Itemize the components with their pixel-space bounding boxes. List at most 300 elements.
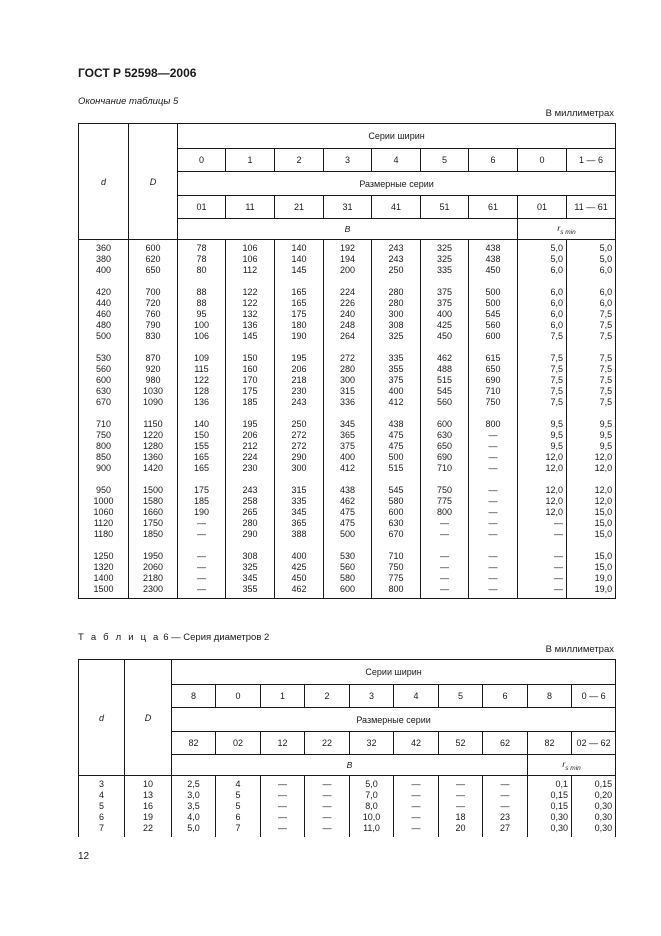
table-row [79,375,616,386]
table-cell: 4 [79,790,125,801]
table-cell: 650 [469,364,518,375]
table-cell: 224 [324,287,372,298]
table-cell: 226 [324,298,372,309]
table-cell: 690 [469,375,518,386]
table-cell: 4 [216,776,261,791]
table-cell: 450 [275,573,324,584]
table-cell: 6,0 [518,287,567,298]
table-cell: 280 [324,364,372,375]
table5-size-series-cell: 31 [324,196,372,219]
table-cell: — [469,562,518,573]
table-cell: 400 [275,551,324,562]
table-cell: — [178,584,226,599]
table-cell: — [261,823,305,837]
table-cell: 9,5 [567,430,616,441]
table6-size-series-cell: 02 — 62 [572,732,616,755]
table-cell: 9,5 [518,441,567,452]
table-cell: 9,5 [518,430,567,441]
table6-width-series-cell: 1 [261,685,305,708]
table-cell: 243 [372,240,421,255]
table-cell: 1250 [79,551,129,562]
spacer-row [79,540,616,551]
table-cell: 265 [226,507,275,518]
table-cell: 950 [79,485,129,496]
table-cell: — [261,801,305,812]
table-cell: 1090 [129,397,178,408]
table-cell: 5,0 [518,240,567,255]
table-cell: 206 [226,430,275,441]
table-row [79,287,616,298]
table5-col-d: d [79,124,129,240]
table-row [79,551,616,562]
table-cell: 212 [226,441,275,452]
table-cell: 200 [324,265,372,276]
table-cell: 88 [178,298,226,309]
table6-size-series-cell: 32 [350,732,394,755]
table-cell: 1850 [129,529,178,540]
table-cell: 600 [469,331,518,342]
table-cell: 10 [125,776,172,791]
table5-width-series-cell: 3 [324,149,372,172]
table-cell: 315 [275,485,324,496]
table-cell: — [518,551,567,562]
table-cell: 450 [421,331,469,342]
table5-width-series-cell: 6 [469,149,518,172]
table6-width-series-cell: 4 [394,685,439,708]
table6-width-series-cell: 0 — 6 [572,685,616,708]
table-cell: 10,0 [350,812,394,823]
table5-size-series-cell: 41 [372,196,421,219]
table-cell: 800 [79,441,129,452]
table-cell: 800 [421,507,469,518]
table-cell: 560 [324,562,372,573]
table-cell: 0,15 [528,801,572,812]
table-cell: 15,0 [567,562,616,573]
table6-col-D: D [125,660,172,776]
table-cell: 109 [178,353,226,364]
table6-group-width: Серии ширин [172,660,616,685]
table-cell: 425 [421,320,469,331]
table-cell: 462 [324,496,372,507]
table5-group-size: Размерные серии [178,172,616,196]
table5-width-series-cell: 5 [421,149,469,172]
table-row [79,331,616,342]
table-cell: 600 [79,375,129,386]
table5-size-series-cell: 61 [469,196,518,219]
table-cell: 375 [324,441,372,452]
table-cell: 500 [79,331,129,342]
table-row [79,240,616,255]
table-cell: 365 [275,518,324,529]
table6-size-series-cell: 82 [172,732,216,755]
table-cell: 1030 [129,386,178,397]
table-cell: 615 [469,353,518,364]
table-cell: 0,30 [572,801,616,812]
table-cell: 7,5 [518,386,567,397]
table-cell: 185 [226,397,275,408]
table6-width-series-cell: 0 [216,685,261,708]
table-cell: 480 [79,320,129,331]
table-cell: — [261,790,305,801]
table-cell: — [394,823,439,837]
table-cell: — [421,584,469,599]
table-cell: 0,1 [528,776,572,791]
table-cell: 195 [275,353,324,364]
table-cell: 106 [226,254,275,265]
table-cell: 1500 [79,584,129,599]
table-cell: 136 [226,320,275,331]
table-row [79,298,616,309]
table-cell: 375 [421,298,469,309]
table-cell: 750 [421,485,469,496]
table-cell: 22 [125,823,172,837]
table5-caption: Окончание таблицы 5 [78,96,179,107]
table6-width-series-cell: 2 [305,685,350,708]
table-cell: 560 [469,320,518,331]
table-cell: 7,5 [518,375,567,386]
table-row [79,485,616,496]
table-cell: 775 [421,496,469,507]
spacer-row [79,408,616,419]
table5-size-series-cell: 01 [178,196,226,219]
table5-size-series-cell: 51 [421,196,469,219]
table-cell: 264 [324,331,372,342]
table-cell: — [439,776,483,791]
table-cell: 315 [324,386,372,397]
table-cell: 5 [79,801,125,812]
table6-caption: Т а б л и ц а 6 — Серия диаметров 2 [78,632,270,643]
table-cell: — [305,776,350,791]
table-cell: 560 [421,397,469,408]
table-cell: 18 [439,812,483,823]
table-cell: 100 [178,320,226,331]
table-cell: — [421,551,469,562]
table-cell: — [394,790,439,801]
table-cell: 462 [275,584,324,599]
table-cell: 545 [372,485,421,496]
table-cell: 122 [226,287,275,298]
table-cell: — [518,529,567,540]
table-cell: 1280 [129,441,178,452]
table5-size-series-cell: 21 [275,196,324,219]
table5-label-B: B [178,219,518,240]
table6 [78,659,616,837]
table-cell: 412 [324,463,372,474]
table-cell: 5,0 [567,240,616,255]
table-cell: 155 [178,441,226,452]
table-row [79,518,616,529]
table-cell: 365 [324,430,372,441]
table-cell: 425 [275,562,324,573]
table-cell: 335 [421,265,469,276]
table5-size-series-cell: 11 [226,196,275,219]
table-cell: 400 [372,386,421,397]
table-cell: — [518,584,567,599]
table-cell: 980 [129,375,178,386]
table-cell: 580 [372,496,421,507]
table-cell: 140 [275,254,324,265]
table-cell: 412 [372,397,421,408]
table-cell: 165 [275,287,324,298]
table-cell: 9,5 [567,419,616,430]
table-cell: 7,5 [567,397,616,408]
table-cell: 630 [79,386,129,397]
table-row [79,254,616,265]
table-cell: 78 [178,254,226,265]
table-cell: 12,0 [518,452,567,463]
table-cell: — [261,812,305,823]
table-cell: 460 [79,309,129,320]
table-cell: 190 [275,331,324,342]
table-cell: — [469,441,518,452]
table-cell: 400 [324,452,372,463]
table-cell: 545 [469,309,518,320]
table6-size-series-cell: 82 [528,732,572,755]
table-cell: 420 [79,287,129,298]
table-row [79,463,616,474]
table-cell: 380 [79,254,129,265]
table5-width-series-cell: 1 — 6 [567,149,616,172]
table6-width-series-cell: 8 [172,685,216,708]
table-cell: 6,0 [567,298,616,309]
spacer-row [79,276,616,287]
table-cell: 1060 [79,507,129,518]
table-cell: 5,0 [172,823,216,837]
table5 [78,123,616,599]
table-cell: 1220 [129,430,178,441]
table-cell: 1500 [129,485,178,496]
table-cell: 192 [324,240,372,255]
table6-size-series-cell: 12 [261,732,305,755]
table-cell: 790 [129,320,178,331]
table-row [79,364,616,375]
table-cell: 7,5 [567,386,616,397]
table-cell: 250 [372,265,421,276]
table-cell: 488 [421,364,469,375]
table-cell: 15,0 [567,551,616,562]
table-cell: 19,0 [567,573,616,584]
table-cell: 355 [226,584,275,599]
table-cell: — [469,573,518,584]
table5-width-series-cell: 4 [372,149,421,172]
table-cell: 194 [324,254,372,265]
table-cell: — [305,790,350,801]
table-cell: 1000 [79,496,129,507]
table-cell: 710 [372,551,421,562]
table-cell: 140 [178,419,226,430]
table-cell: 1420 [129,463,178,474]
table5-group-width: Серии ширин [178,124,616,149]
spacer-row [79,342,616,353]
table-cell: 106 [178,331,226,342]
table-cell: 290 [275,452,324,463]
table-cell: — [421,518,469,529]
table-cell: 1950 [129,551,178,562]
table-cell: 630 [421,430,469,441]
table-cell: 280 [226,518,275,529]
table-row [79,419,616,430]
table-cell: 280 [372,287,421,298]
table-cell: 560 [79,364,129,375]
table-cell: 7,5 [567,364,616,375]
table-cell: — [439,790,483,801]
table-cell: 760 [129,309,178,320]
table-cell: 500 [372,452,421,463]
table-cell: 1320 [79,562,129,573]
table-cell: — [305,823,350,837]
table-cell: 16 [125,801,172,812]
table-cell: — [305,801,350,812]
table-cell: 5,0 [567,254,616,265]
table-cell: 360 [79,240,129,255]
table-cell: 180 [275,320,324,331]
table-cell: 6,0 [518,309,567,320]
table-cell: 1150 [129,419,178,430]
table-row [79,441,616,452]
table-cell: 185 [178,496,226,507]
table-cell: 7,5 [518,364,567,375]
table-cell: 830 [129,331,178,342]
table5-width-series-cell: 0 [178,149,226,172]
table-cell: 12,0 [518,485,567,496]
table-cell: 170 [226,375,275,386]
table-cell: 650 [129,265,178,276]
table-cell: 1360 [129,452,178,463]
table-cell: 580 [324,573,372,584]
table-cell: 7,5 [567,331,616,342]
table-cell: 475 [372,430,421,441]
table-cell: 13 [125,790,172,801]
table-cell: 710 [469,386,518,397]
table-cell: 438 [372,419,421,430]
table-cell: 230 [275,386,324,397]
table5-size-series-cell: 01 [518,196,567,219]
table-cell: 19 [125,812,172,823]
table-cell: 230 [226,463,275,474]
table-cell: 0,30 [572,823,616,837]
table-cell: — [469,529,518,540]
table-cell: 7,5 [567,375,616,386]
table-cell: 750 [372,562,421,573]
table-cell: 900 [79,463,129,474]
table-cell: 1750 [129,518,178,529]
table-cell: 2300 [129,584,178,599]
table-cell: 325 [226,562,275,573]
table-cell: — [469,518,518,529]
table-cell: 7 [79,823,125,837]
table-cell: 1580 [129,496,178,507]
table-cell: — [483,790,528,801]
table-cell: — [439,801,483,812]
table-cell: 4,0 [172,812,216,823]
table-row [79,265,616,276]
table-cell: — [518,573,567,584]
table-row [79,584,616,599]
table-cell: 112 [226,265,275,276]
table-cell: — [394,776,439,791]
table-cell: 140 [275,240,324,255]
table-cell: 670 [79,397,129,408]
table-cell: 308 [226,551,275,562]
table-cell: — [261,776,305,791]
document-header: ГОСТ Р 52598—2006 [78,66,197,80]
table-cell: 400 [421,309,469,320]
table-cell: 243 [226,485,275,496]
table-cell: 122 [178,375,226,386]
table-cell: 0,20 [572,790,616,801]
table-cell: 19,0 [567,584,616,599]
table-cell: 515 [421,375,469,386]
table-cell: 7,5 [518,353,567,364]
table-cell: 272 [275,430,324,441]
table-cell: 438 [324,485,372,496]
table-cell: 6,0 [567,265,616,276]
table6-width-series-cell: 3 [350,685,394,708]
table-cell: 375 [372,375,421,386]
table-cell: 11,0 [350,823,394,837]
table-cell: 710 [79,419,129,430]
table-cell: 290 [226,529,275,540]
table-cell: 5,0 [518,254,567,265]
table-cell: 218 [275,375,324,386]
table-cell: 850 [79,452,129,463]
table-cell: — [518,562,567,573]
table-row [79,430,616,441]
table-cell: 20 [439,823,483,837]
table-cell: 6 [79,812,125,823]
table-cell: 345 [324,419,372,430]
table-cell: 12,0 [567,485,616,496]
table-cell: — [421,529,469,540]
table-cell: 15,0 [567,518,616,529]
table-cell: — [469,430,518,441]
page-number: 12 [78,851,90,862]
table-cell: 8,0 [350,801,394,812]
table-cell: 345 [226,573,275,584]
table-cell: 145 [275,265,324,276]
table-cell: 6,0 [518,265,567,276]
table-cell: — [178,529,226,540]
table-cell: 145 [226,331,275,342]
table-cell: 175 [226,386,275,397]
table-cell: 0,30 [528,812,572,823]
table-cell: 3,5 [172,801,216,812]
table-cell: 325 [421,254,469,265]
table-cell: 620 [129,254,178,265]
table-cell: — [469,452,518,463]
table-cell: 630 [372,518,421,529]
table-cell: 78 [178,240,226,255]
table-cell: 136 [178,397,226,408]
table-cell: 5,0 [350,776,394,791]
table-cell: 258 [226,496,275,507]
table-row [79,529,616,540]
table-cell: 670 [372,529,421,540]
table-cell: 600 [324,584,372,599]
table6-label-B: B [172,755,528,776]
table-cell: 870 [129,353,178,364]
table6-width-series-cell: 8 [528,685,572,708]
table-cell: 175 [275,309,324,320]
table-cell: 700 [129,287,178,298]
table-cell: 500 [324,529,372,540]
table-cell: 15,0 [567,529,616,540]
table-row [79,496,616,507]
table6-size-series-cell: 22 [305,732,350,755]
table5-width-series-cell: 2 [275,149,324,172]
table-cell: 12,0 [518,463,567,474]
table-cell: 800 [372,584,421,599]
